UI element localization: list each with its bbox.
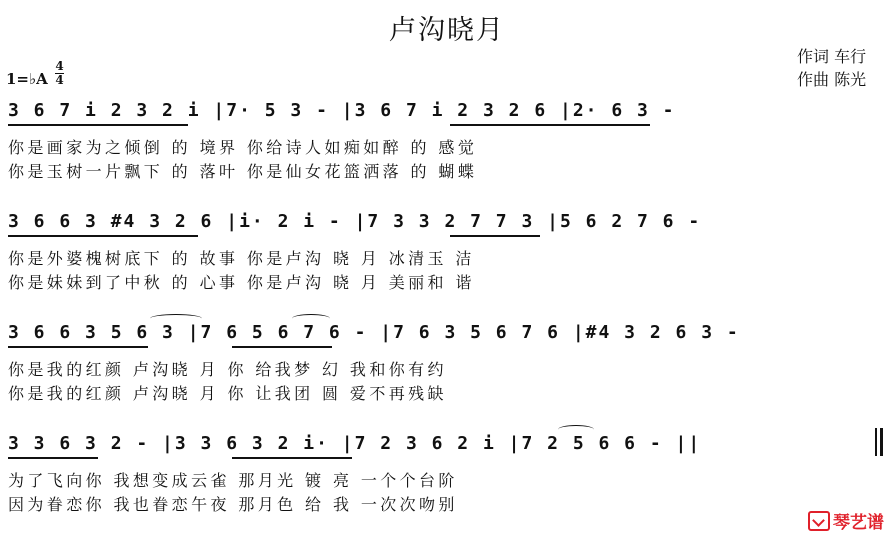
beam-line xyxy=(8,235,198,237)
lyric-row-2-verse-2: 你是妹妹到了中秋 的 心事 你是卢沟 晓 月 美丽和 谐 xyxy=(8,273,475,292)
lyric-row-4-verse-1: 为了飞向你 我想变成云雀 那月光 镀 亮 一个个台阶 xyxy=(8,471,458,490)
logo-text: 琴艺谱 xyxy=(833,513,884,533)
tie-arc xyxy=(292,314,330,323)
song-title: 卢沟晓月 xyxy=(389,15,505,46)
lyric-row-1-verse-2: 你是玉树一片飘下 的 落叶 你是仙女花篮洒落 的 蝴蝶 xyxy=(8,162,478,181)
double-barline xyxy=(875,428,877,456)
lyric-row-2-verse-1: 你是外婆槐树底下 的 故事 你是卢沟 晓 月 冰清玉 洁 xyxy=(8,249,475,268)
composer-credit: 作曲 陈光 xyxy=(797,70,867,89)
logo-icon xyxy=(808,511,830,531)
tie-arc xyxy=(150,314,202,323)
notes-row-2: 3 6 6 3 #4 3 2 6 |i· 2 i - |7 3 3 2 7 7 3 |5 6 2 7 6 - xyxy=(8,211,702,232)
time-sig-bottom: 4 xyxy=(55,73,64,87)
beam-line xyxy=(232,457,352,459)
beam-line xyxy=(8,124,188,126)
key-signature: 1=♭A xyxy=(6,70,48,88)
tie-arc xyxy=(558,425,594,434)
time-signature xyxy=(55,60,64,87)
lyric-row-4-verse-2: 因为眷恋你 我也眷恋午夜 那月色 给 我 一次次吻别 xyxy=(8,495,458,514)
notes-row-3: 3 6 6 3 5 6 3 |7 6 5 6 7 6 - |7 6 3 5 6 7 6 |#4 3 2 6 3 - xyxy=(8,322,740,343)
lyric-row-3-verse-2: 你是我的红颜 卢沟晓 月 你 让我团 圆 爱不再残缺 xyxy=(8,384,447,403)
notes-row-4: 3 3 6 3 2 - |3 3 6 3 2 i· |7 2 3 6 2 i |7 2 5 6 6 - || xyxy=(8,433,702,454)
lyric-row-1-verse-1: 你是画家为之倾倒 的 境界 你给诗人如痴如醉 的 感觉 xyxy=(8,138,478,157)
notes-row-1: 3 6 7 i 2 3 2 i |7· 5 3 - |3 6 7 i 2 3 2 6 |2· 6 3 - xyxy=(8,100,676,121)
beam-line xyxy=(232,346,332,348)
beam-line xyxy=(450,235,540,237)
beam-line xyxy=(450,124,650,126)
watermark-logo xyxy=(808,508,884,533)
double-barline xyxy=(880,428,883,456)
beam-line xyxy=(8,346,148,348)
beam-line xyxy=(8,457,98,459)
lyricist-credit: 作词 车行 xyxy=(797,47,867,66)
lyric-row-3-verse-1: 你是我的红颜 卢沟晓 月 你 给我梦 幻 我和你有约 xyxy=(8,360,447,379)
time-sig-top: 4 xyxy=(55,59,64,73)
